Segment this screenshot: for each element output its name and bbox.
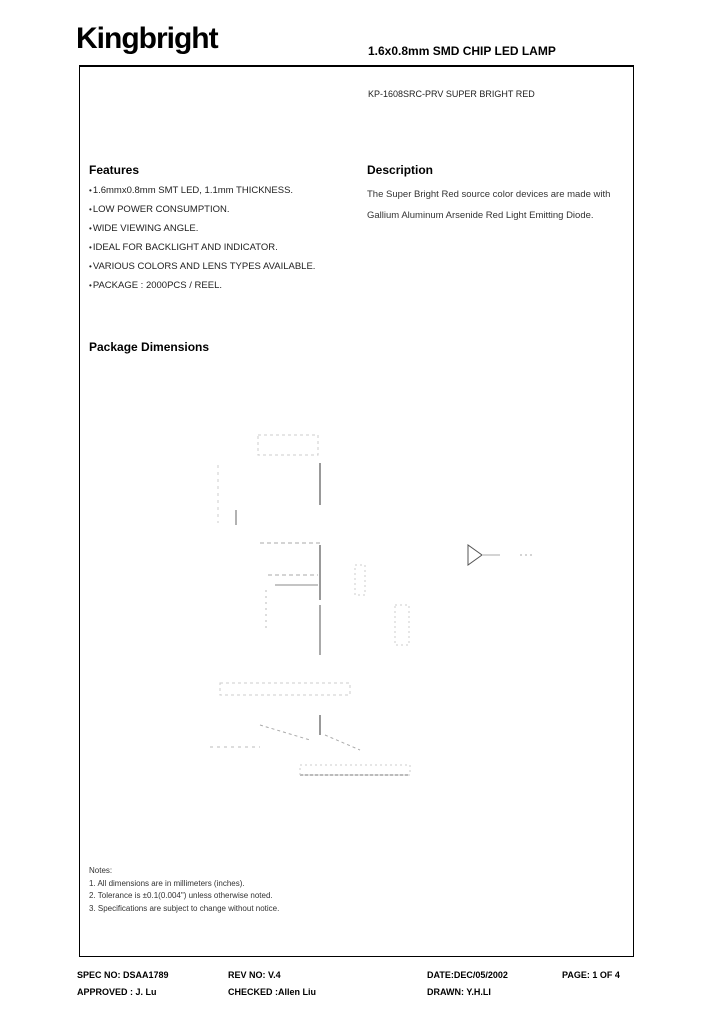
package-dimensions-drawing <box>200 425 560 785</box>
feature-item: • LOW POWER CONSUMPTION. <box>89 204 315 223</box>
features-list <box>89 185 315 299</box>
package-dimensions-heading: Package Dimensions <box>89 340 210 354</box>
note-item: 1. All dimensions are in millimeters (inches). <box>89 878 245 888</box>
brand-logo: Kingbright <box>76 22 218 55</box>
description-heading: Description <box>367 163 434 177</box>
note-item: 3. Specifications are subject to change without notice. <box>89 903 280 913</box>
feature-item: • 1.6mmx0.8mm SMT LED, 1.1mm THICKNESS. <box>89 185 315 204</box>
notes-title: Notes: <box>89 866 113 875</box>
drawn-by: DRAWN: Y.H.LI <box>427 987 491 997</box>
document-title: 1.6x0.8mm SMD CHIP LED LAMP <box>368 44 556 58</box>
spec-number: SPEC NO: DSAA1789 <box>77 970 169 980</box>
part-number-line: KP-1608SRC-PRV SUPER BRIGHT RED <box>368 89 535 99</box>
feature-item: • IDEAL FOR BACKLIGHT AND INDICATOR. <box>89 242 315 261</box>
checked-by: CHECKED :Allen Liu <box>228 987 317 997</box>
notes <box>89 865 279 915</box>
revision-number: REV NO: V.4 <box>228 970 281 980</box>
feature-item: • WIDE VIEWING ANGLE. <box>89 223 315 242</box>
description-text: The Super Bright Red source color devices are made with Gallium Aluminum Arsenide Red Light Emitting Diode. <box>367 189 611 221</box>
feature-item: • VARIOUS COLORS AND LENS TYPES AVAILABLE. <box>89 261 315 280</box>
document-date: DATE:DEC/05/2002 <box>427 970 508 980</box>
feature-item: • PACKAGE : 2000PCS / REEL. <box>89 280 315 299</box>
note-item: 2. Tolerance is ±0.1(0.004") unless otherwise noted. <box>89 891 273 900</box>
features-heading: Features <box>89 163 140 177</box>
page-number: PAGE: 1 OF 4 <box>562 970 620 980</box>
approved-by: APPROVED : J. Lu <box>77 987 157 997</box>
